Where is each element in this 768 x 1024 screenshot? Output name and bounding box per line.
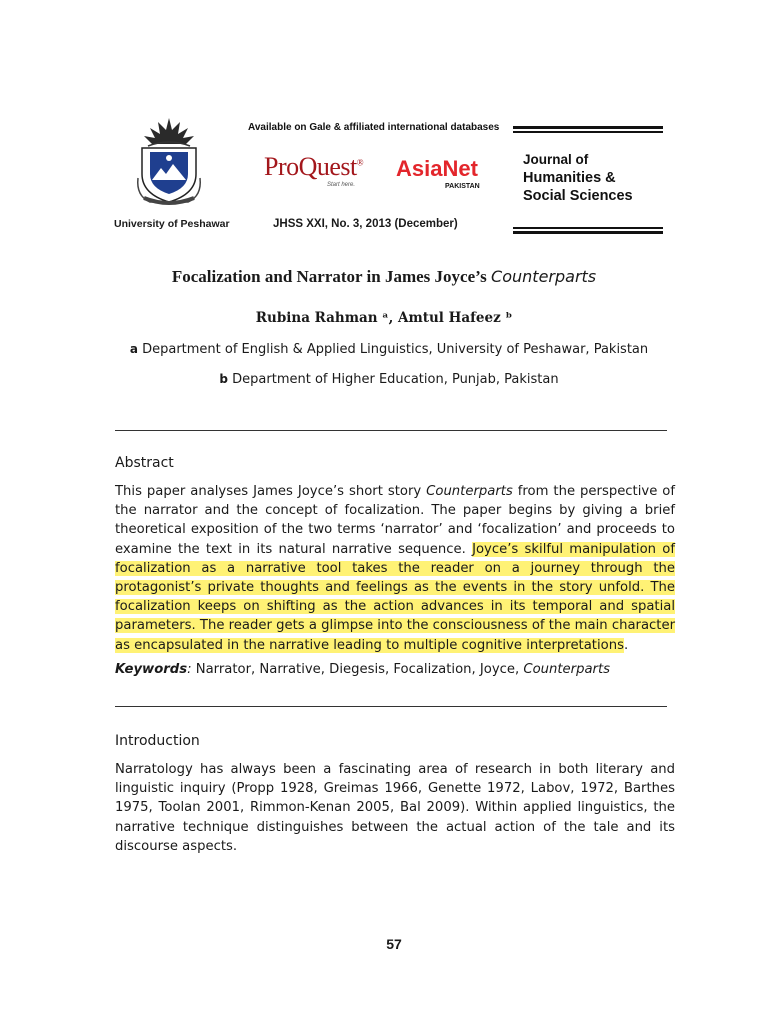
separator-line: [115, 706, 667, 707]
asianet-subtitle: PAKISTAN: [445, 183, 480, 190]
affiliation-a-mark: a: [129, 342, 138, 356]
header-rule-top-thin: [513, 131, 663, 133]
university-crest-icon: [128, 116, 210, 206]
journal-name: [523, 151, 633, 205]
journal-name-line3: Social Sciences: [523, 188, 633, 204]
header-rule-bottom: [513, 231, 663, 234]
keywords-last: Counterparts: [523, 662, 611, 677]
proquest-logo-text: ProQuest: [264, 152, 357, 181]
paper-authors: Rubina Rahman ᵃ, Amtul Hafeez ᵇ: [255, 310, 513, 326]
issue-info: JHSS XXI, No. 3, 2013 (December): [273, 218, 458, 230]
abstract-text-part2: from the perspective of the narrator and the concept of focalization. The paper begins by giving a brief theoretical exposition of the two terms ‘narrator’ and ‘focalization’ and proceeds to examine the text in its natural narrative sequence.: [115, 484, 675, 557]
proquest-tagline: Start here.: [327, 182, 356, 188]
asianet-logo: AsiaNet: [396, 156, 478, 181]
proquest-logo: ProQuest®: [264, 152, 364, 181]
affiliation-b-mark: b: [219, 372, 229, 386]
university-name: University of Peshawar: [114, 218, 230, 230]
paper-title-main: Focalization and Narrator in James Joyce’s: [171, 267, 492, 286]
keywords-label: Keywords: [115, 662, 188, 677]
keywords-colon: :: [187, 662, 192, 677]
abstract-text-end: .: [623, 637, 629, 653]
introduction-heading: Introduction: [115, 733, 200, 749]
journal-name-line2: Humanities &: [523, 170, 616, 186]
abstract-text-part1: This paper analyses James Joyce’s short story: [115, 484, 427, 499]
keywords: [115, 662, 610, 677]
affiliation-b-text: Department of Higher Education, Punjab, Pakistan: [232, 372, 559, 387]
affiliation-a: [0, 342, 768, 357]
abstract-text: [115, 482, 675, 655]
abstract-heading: Abstract: [115, 455, 174, 471]
affiliation-b: [0, 372, 768, 387]
header-rule-top: [513, 126, 663, 129]
journal-name-line1: Journal of: [523, 152, 589, 167]
abstract-text-italic: Counterparts: [426, 484, 513, 499]
abstract-highlighted-text: Joyce’s skilful manipulation of focalization as a narrative tool takes the reader on a journey through the protagonist’s private thoughts and feelings as the events in the story unfold. The focalization keeps on shifting as the action advances in its temporal and spatial parameters. The reader gets a glimpse into the consciousness of the main character as encapsulated in the narrative leading to multiple cognitive interpretations: [115, 541, 675, 653]
paper-title: [0, 267, 768, 287]
separator-line: [115, 430, 667, 431]
availability-note: Available on Gale & affiliated international databases: [248, 122, 500, 133]
header-rule-bottom-thin: [513, 227, 663, 229]
page-number: 57: [386, 936, 402, 952]
introduction-text: Narratology has always been a fascinating area of research in both literary and linguistic inquiry (Propp 1928, Greimas 1966, Genette 1972, Labov, 1972, Barthes 1975, Toolan 2001, Rimmon-Kenan 2005, Bal 2009). Within applied linguistics, the narrative technique distinguishes between the actual action of the tale and its discourse aspects.: [115, 762, 675, 854]
keywords-list: Narrator, Narrative, Diegesis, Focalization, Joyce,: [191, 662, 524, 677]
affiliation-a-text: Department of English & Applied Linguistics, University of Peshawar, Pakistan: [142, 342, 649, 357]
paper-title-italic: Counterparts: [491, 267, 597, 286]
